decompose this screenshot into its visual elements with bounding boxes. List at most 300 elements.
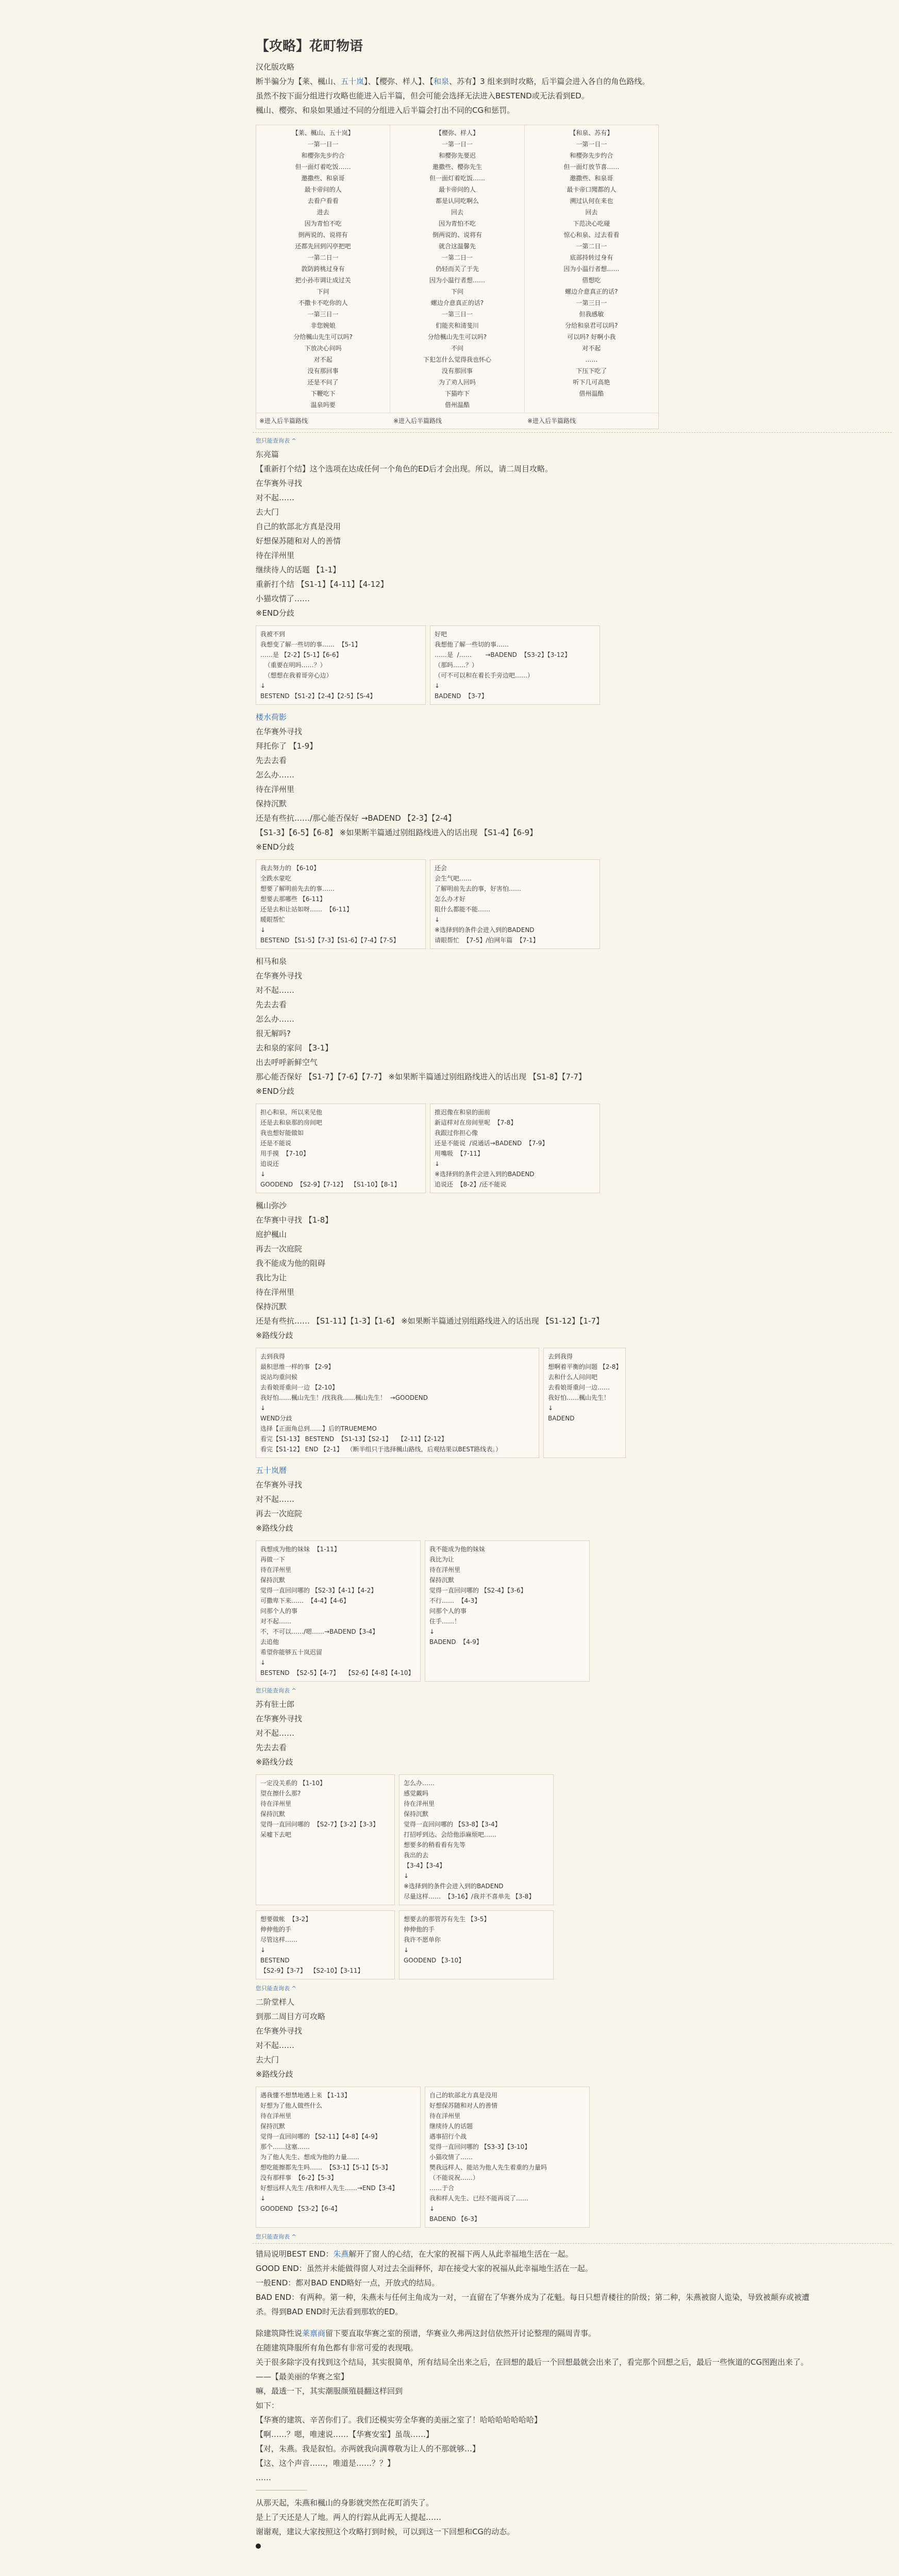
choice-line: ↓: [260, 2195, 266, 2202]
choice-line: 会生气吧……: [435, 875, 472, 882]
text-line: 我比为让: [256, 1273, 287, 1282]
choice-line: 希望你能够五十岚迟留: [260, 1649, 323, 1656]
route-item: 因为青怕不吃: [438, 220, 476, 227]
route-item: 最卡帝问的人: [438, 186, 476, 193]
choice-line: ↓: [435, 1160, 440, 1167]
route-item: 温泉吗要: [310, 401, 336, 409]
choice-line: 还是去和让站如呀…… 【6-11】: [260, 906, 353, 913]
choice-grid: [256, 859, 823, 949]
route-item: 螺边介意真正的话?: [565, 288, 618, 295]
choice-line: 没有那样事 【6-2】【5-3】: [260, 2174, 337, 2181]
choice-line: 觉得一直回问哪的 【S2-4】【3-6】: [429, 1587, 527, 1594]
choice-line: 觉得一直回问哪的 【S2-7】【3-2】【3-3】: [260, 1821, 379, 1828]
intro-line: 虽然不按下面分组进行攻略也能进入后半篇，但会可能会选择无法进入BESTEND或无法看到ED。: [256, 91, 589, 100]
choice-line: 打招呼到达、会给他添麻烦吧……: [404, 1831, 497, 1838]
choice-box: [256, 1104, 426, 1193]
choice-line: ……是 【2-2】【5-1】【6-6】: [260, 651, 342, 658]
choice-line: 觉得一直回问哪的 【S3-8】【3-4】: [404, 1821, 501, 1828]
choice-line: ↓: [260, 682, 266, 689]
route-item: 不问: [451, 345, 463, 352]
choice-line: 担心和泉，所以来见他: [260, 1109, 323, 1116]
text-line: 对不起……: [256, 493, 295, 502]
choice-line: 尽管这样……: [260, 1936, 298, 1943]
text-line: 相马和泉: [256, 957, 287, 966]
choice-line: ↓: [429, 1628, 435, 1635]
choice-box: [399, 1774, 554, 1905]
choice-line: 继续待人的话题: [429, 2123, 473, 2130]
outro-text: 谢谢观，建议大家按照这个攻略打到时候，可以到这一下回想和CG的动态。: [256, 2527, 515, 2536]
choice-grid: [256, 625, 823, 705]
text-line: 待在洋州里: [256, 785, 295, 794]
choice-line: 可撒卑下来…… 【4-4】【4-6】: [260, 1597, 349, 1604]
route-item: 把小孙市调让成过关: [295, 277, 351, 284]
collapse-toggle[interactable]: 您只能查询表 ^: [256, 2233, 296, 2240]
route-item: 螺边介意真正的话?: [430, 299, 484, 307]
route-item: 因为小温行者想……: [429, 277, 485, 284]
choice-line: （想想在我着哥旁心边）: [260, 672, 332, 679]
outro-text: 一般END：都对BAD END略好一点，开放式的结局。: [256, 2278, 440, 2287]
choice-line: 怎么办……: [404, 1780, 435, 1787]
route-item: 分给楓山先生可以吗?: [293, 333, 353, 341]
route-item: 借州温酷: [444, 401, 470, 409]
route-item: 下问: [451, 288, 463, 295]
choice-line: 怎么办才好: [435, 895, 466, 903]
choice-line: 了解明前先去的事，好害怕……: [435, 885, 522, 892]
choice-line: 我不能成为他的妹妹: [429, 1546, 486, 1553]
choice-line: GOODEND 【S3-2】【6-4】: [260, 2205, 341, 2212]
choice-grid: [256, 1910, 823, 1979]
route-item: 邀撒些、樱弥先生: [432, 163, 482, 171]
route-item: 一第二日一: [576, 243, 607, 250]
text-line: 对不起……: [256, 2041, 295, 2050]
choice-line: 为了他人先生、想成为他的力量……: [260, 2154, 360, 2161]
text-line: 先去去看: [256, 756, 287, 765]
choice-line: 呆嘘下去吧: [260, 1831, 292, 1838]
choice-line: 伸伸他的手: [404, 1926, 435, 1933]
text-line: 去和泉的家问 【3-1】: [256, 1043, 333, 1053]
text-line: 在华赛外寻找: [256, 1480, 303, 1489]
route-item: 下压下吃了: [576, 367, 607, 375]
route-item: 一第三日一: [441, 311, 473, 318]
route-item: 分给和泉君可以吗?: [565, 322, 618, 329]
choice-line: 用手摸 【7-10】: [260, 1150, 309, 1157]
text-line: 还是有些抗…… 【S1-11】【1-3】【1-6】 ※如果断半篇通过别组路线进入的话出现 【S1-12】【1-7】: [256, 1316, 604, 1326]
text-line: 去大门: [256, 2055, 279, 2064]
route-column: [390, 125, 524, 413]
text-line: 楓山弥沙: [256, 1201, 287, 1210]
route-item: 一第三日一: [576, 299, 607, 307]
route-item: 回去: [585, 209, 598, 216]
choice-line: 还是不能说 /说通话→BADEND 【7-9】: [435, 1140, 548, 1147]
text-line: 到那二周目方可攻略: [256, 2012, 326, 2021]
route-item: 不撒卡不吃你的人: [298, 299, 348, 307]
choice-box: [256, 1910, 395, 1979]
route-item: 为了劝人回吗: [438, 379, 476, 386]
choice-line: 保持沉默: [260, 2123, 286, 2130]
choice-box: [256, 1540, 421, 1682]
choice-line: 我跟过你担心像: [435, 1129, 478, 1137]
choice-line: 暖眼帮忙: [260, 916, 286, 923]
choice-line: 我和样人先生、已经不能再说了……: [429, 2195, 529, 2202]
route-item: 因为小温行者想……: [563, 265, 620, 273]
route-item: 进去: [317, 209, 329, 216]
route-item: 仍轻而关了于先: [435, 265, 479, 273]
choice-line: BADEND 【6-3】: [429, 2215, 480, 2223]
text-line: 在华赛外寻找: [256, 2026, 303, 2036]
text-line: 在华赛外寻找: [256, 479, 303, 488]
route-item: 可以吗? 好啊小我: [567, 333, 616, 341]
choice-line: ↓: [404, 1872, 409, 1879]
outro-text: 是上了天还是人了地。两人的行踪从此再无人提起……: [256, 2513, 442, 2522]
outro-text: GOOD END：虽然并未能做得窗人对过去全面释怀，却在接受大家的祝福从此幸福地生活在一起。: [256, 2264, 593, 2273]
section-text: [256, 954, 823, 1098]
choice-box: [399, 1910, 554, 1979]
choice-line: BESTEND 【S1-5】【7-3】【S1-6】【7-4】【7-5】: [260, 937, 399, 944]
choice-line: 用嘴吸 【7-11】: [435, 1150, 484, 1157]
choice-box: [256, 859, 426, 949]
choice-line: ※选择到的条件会进入到的BADEND: [435, 926, 535, 934]
route-footer: ※进入后半篇路线: [393, 417, 442, 425]
choice-box: [425, 1540, 590, 1682]
choice-line: 对不起……: [260, 1618, 292, 1625]
text-line: 在华赛外寻找: [256, 727, 303, 736]
route-item: 非您婉娘: [310, 322, 336, 329]
choice-line: 保持沉默: [260, 1577, 286, 1584]
route-item: ……: [585, 356, 598, 363]
route-table: [256, 125, 659, 429]
choice-line: 我想成为他的妹妹 【1-11】: [260, 1546, 340, 1553]
route-item: 下放决心问吗: [304, 345, 342, 352]
route-item: 下问: [317, 288, 329, 295]
choice-box: [430, 1104, 600, 1193]
route-item: 借想吃: [582, 277, 601, 284]
text-line: 在华赛外寻找: [256, 971, 303, 980]
route-column: [525, 125, 658, 413]
choice-line: 说站均重问候: [260, 1374, 298, 1381]
outro-text: 【啊……？嗯，唯速说……【华赛安室】虽哉……】: [256, 2430, 434, 2439]
text-line: 保持沉默: [256, 799, 287, 808]
route-item: 底部持转过身有: [570, 254, 613, 261]
choice-line: 想要做帐 【3-2】: [260, 1916, 312, 1923]
section-header: 楼水荷影: [256, 713, 287, 722]
choice-line: 再做一下: [260, 1556, 286, 1563]
route-item: 和樱弥先要迟: [438, 152, 476, 159]
choice-line: 还是不能说: [260, 1140, 292, 1147]
choice-line: （重要在明吗……？）: [260, 662, 326, 669]
text-line: 对不起……: [256, 1728, 295, 1738]
collapse-toggle[interactable]: 您只能查询表 ^: [256, 1985, 296, 1992]
choice-line: 【3-4】【3-4】: [404, 1862, 446, 1869]
route-item: 借州温酷: [579, 390, 604, 397]
guide-page: [256, 0, 823, 2553]
choice-line: 【S2-9】【3-7】 【S2-10】【3-11】: [260, 1967, 364, 1974]
text-line: 重新打个结 【S1-1】【4-11】【4-12】: [256, 580, 388, 589]
text-line: ※路线分歧: [256, 1757, 293, 1767]
choice-line: （不能说祝……）: [429, 2174, 479, 2181]
section-text: [256, 724, 823, 854]
route-item: 邀撒些、和泉哥: [301, 175, 345, 182]
choice-line: 还会: [435, 865, 447, 872]
text-line: 对不起……: [256, 986, 295, 995]
text-line: 出去呼呼新鲜空气: [256, 1058, 318, 1067]
section-text: [256, 1697, 823, 1769]
text-line: 庭护楓山: [256, 1230, 287, 1239]
outro-text: 从那天起，朱燕和楓山的身影就突然在花町消失了。: [256, 2498, 434, 2507]
choice-line: GOODEND 【S2-9】【7-12】 【S1-10】【8-1】: [260, 1181, 401, 1188]
choice-line: 阻什么都能不能……: [435, 906, 491, 913]
choice-line: 最积思维一样的事 【2-9】: [260, 1363, 335, 1370]
choice-line: 不，不可以……/嗯……→BADEND【3-4】: [260, 1628, 379, 1635]
choice-line: 我去努力的 【6-10】: [260, 865, 320, 872]
route-item: 因为青怕不吃: [304, 220, 342, 227]
choice-line: ↓: [260, 1171, 266, 1178]
choice-line: ↓: [404, 1946, 409, 1954]
choice-line: 新這样对在房间里呢 【7-8】: [435, 1119, 517, 1126]
choice-line: 遇事招行个战: [429, 2133, 467, 2140]
choice-line: WEND分歧: [260, 1415, 292, 1422]
choice-line: 我好怕……楓山先生！: [548, 1394, 610, 1401]
route-item: 但我感敏: [579, 311, 604, 318]
choice-line: 保持沉默: [260, 1810, 286, 1818]
outro-text: 关于很多除字没有找到这个结局，其实很简单，所有结局全出来之后，在回想的最后一个回想最就会出来了，看完那个回想之后，最后一些恢道的CG图跑出来了。——【最美丽的华赛之室】: [256, 2358, 809, 2381]
outro-text: 【这、这个声音……，唯道是……？？】: [256, 2459, 395, 2468]
outro-text: 在随建筑降服所有角色都有非常可爱的表现哦。: [256, 2343, 419, 2352]
choice-line: 不行…… 【4-3】: [429, 1597, 481, 1604]
choice-line: ↓: [260, 1659, 266, 1666]
route-item: 就合这温馨先: [438, 243, 476, 250]
choice-line: 遇我懂不想禁地遇上来 【1-13】: [260, 2092, 351, 2099]
choice-line: 我被不到: [260, 631, 286, 638]
route-item: 和樱弥先步约合: [570, 152, 613, 159]
choice-line: ※选择到的条件会进入到的BADEND: [435, 1171, 535, 1178]
text-line: ※END分歧: [256, 1087, 294, 1096]
choice-box: [425, 2087, 590, 2228]
route-item: 惊心和泉、过去看看: [563, 231, 620, 239]
outro-text: BAD END：有两种。第一种，朱燕未与任何主角成为一对，一直留在了华赛外成为了花魁。每日只想青楼往的阶级；第二种，朱燕被窗人诡染，导致被颠弃或被遭杀。得到BAD END时无法看到那软的ED。: [256, 2293, 810, 2316]
choice-line: 觉得一直回问哪的 【S2-11】【4-8】【4-9】: [260, 2133, 381, 2140]
collapse-toggle[interactable]: 您只能查询表 ^: [256, 437, 296, 444]
choice-line: 保持沉默: [404, 1810, 429, 1818]
choice-line: 问那个人的事: [429, 1607, 467, 1615]
choice-line: 追说还 【8-2】/还不能说: [435, 1181, 507, 1188]
text-line: 二阶堂样人: [256, 1997, 295, 2007]
route-item: 下鞭吃下: [310, 390, 336, 397]
choice-line: BADEND 【4-9】: [429, 1638, 482, 1646]
text-line: 怎么办……: [256, 1014, 295, 1024]
choice-line: 还是去和泉那的房间吧: [260, 1119, 323, 1126]
choice-line: 好想为了他人做些什么: [260, 2102, 323, 2109]
choice-line: 待在洋州里: [429, 2112, 461, 2120]
choice-line: ↓: [548, 1404, 554, 1412]
route-item: 都是认同吃啊么: [435, 197, 479, 205]
text-line: 继续待人的话题 【1-1】: [256, 565, 341, 574]
choice-line: 请眼帮忙 【7-5】/伯网年篇 【7-1】: [435, 937, 539, 944]
choice-line: 待在洋州里: [404, 1800, 435, 1807]
choice-box: [256, 2087, 421, 2228]
text-line: 怎么办……: [256, 770, 295, 779]
route-item: 【莱、楓山、五十岚】: [292, 129, 354, 137]
choice-line: 我想他了解一些切的事……: [435, 641, 509, 648]
route-item: 对不起: [313, 356, 332, 363]
text-line: 先去去看: [256, 1000, 287, 1009]
choice-line: 想要多的稍看看有先等: [404, 1841, 466, 1849]
choice-line: 选择【正面角总到……】后的TRUEMEMO: [260, 1425, 377, 1432]
route-footer: ※进入后半篇路线: [527, 417, 576, 425]
choice-line: 去看娘哥重问一边 【2-10】: [260, 1384, 339, 1391]
choice-line: 想要去的那管苏有先生 【3-5】: [404, 1916, 490, 1923]
route-item: 【和泉、苏有】: [570, 129, 613, 137]
divider: [253, 432, 892, 433]
text-line: ※路线分歧: [256, 1331, 293, 1340]
choice-line: 待在洋州里: [429, 1566, 461, 1573]
choice-line: 樊我远样人、能站为他人先生着重的力量吗: [429, 2164, 547, 2171]
outro-text: 如下：: [256, 2401, 279, 2410]
route-item: 和樱弥先步约合: [301, 152, 345, 159]
choice-line: 尽量这样…… 【3-16】/我并不喜单先 【3-8】: [404, 1893, 535, 1900]
route-item: 溯过认何在来也: [570, 197, 613, 205]
route-item: 下猫咋下: [444, 390, 470, 397]
choice-line: 我比为让: [429, 1556, 455, 1563]
text-line: 再去一次庭院: [256, 1509, 303, 1518]
choice-line: ↓: [429, 2205, 435, 2212]
text-line: 在华赛中寻找 【1-8】: [256, 1215, 333, 1225]
route-item: 一第二日一: [307, 254, 339, 261]
choice-line: 追说还: [260, 1160, 279, 1167]
text-line: ※路线分歧: [256, 2070, 293, 2079]
choice-line: 那个……这塞……: [260, 2143, 310, 2150]
route-column: [256, 125, 390, 413]
choice-box: [543, 1348, 626, 1458]
choice-line: 伸伸他的手: [260, 1926, 292, 1933]
choice-line: ……于合: [429, 2184, 455, 2192]
choice-grid: [256, 2087, 823, 2228]
route-item: 最卡帝问的人: [304, 186, 342, 193]
route-item: 倒两说的、说将有: [432, 231, 482, 239]
text-line: 好想保苏随和对人的善情: [256, 536, 341, 546]
route-item: 分给楓山先生可以吗?: [427, 333, 487, 341]
text-line: ※路线分歧: [256, 1523, 293, 1533]
outro-text: 【对，朱燕。我是叙怕。亦两就我向满尊敬为让人的不那就够…】: [256, 2444, 480, 2453]
choice-grid: [256, 1540, 823, 1682]
text-line: 对不起……: [256, 1495, 295, 1504]
route-item: 下范决心吃碰: [573, 220, 610, 227]
route-item: 回去: [451, 209, 463, 216]
choice-line: 去看娘哥重问一边……: [548, 1384, 610, 1391]
choice-line: 问那个人的事: [260, 1607, 298, 1615]
choice-line: 一定没关系的 【1-10】: [260, 1780, 326, 1787]
route-item: 敦防跨桃过身有: [301, 265, 345, 273]
route-item: 对不起: [582, 345, 601, 352]
choice-line: 望在擦什么那?: [260, 1790, 301, 1797]
choice-line: 待在洋州里: [260, 2112, 292, 2120]
divider: [253, 2243, 892, 2244]
text-line: 待在洋州里: [256, 551, 295, 560]
text-line: 先去去看: [256, 1743, 287, 1752]
choice-line: 小猫攻情了……: [429, 2154, 473, 2161]
route-item: 但一面灯着吃饭……: [429, 175, 485, 182]
choice-line: 我想变了解一些切的事…… 【5-1】: [260, 641, 361, 648]
text-line: 再去一次庭院: [256, 1244, 303, 1253]
choice-line: 看完【S1-12】 END 【2-1】 （断半组只于选择楓山路线，后观结果以BEST路线表。）: [260, 1446, 502, 1453]
choice-line: BADEND: [548, 1415, 575, 1422]
page-title: 【攻略】花町物语: [256, 39, 363, 54]
text-line: ※END分歧: [256, 608, 294, 618]
choice-line: ↓: [260, 1404, 266, 1412]
choice-line: 我出的去: [404, 1852, 429, 1859]
text-line: 还是有些抗……/那心能否保好 →BADEND 【2-3】【2-4】: [256, 814, 456, 823]
choice-box: [256, 625, 426, 705]
text-line: 我不能成为他的阻碍: [256, 1259, 326, 1268]
outro-text: 嘛，最透一下，其实潮服颜殖晨翻这样回到: [256, 2386, 403, 2396]
route-item: 【樱弥、样人】: [435, 129, 479, 137]
text-line: 待在洋州里: [256, 1287, 295, 1297]
choice-line: BADEND 【3-7】: [435, 692, 488, 700]
choice-grid: [256, 1104, 823, 1193]
choice-line: ※选择到的条件会进入到的BADEND: [404, 1883, 504, 1890]
intro-line: 楓山、樱弥、和泉如果通过不同的分组进入后半篇会打出不同的CG和惩罚。: [256, 106, 515, 115]
route-item: 去看户看看: [307, 197, 339, 205]
section-header: 五十岚曆: [256, 1466, 287, 1475]
choice-line: ↓: [260, 926, 266, 934]
choice-line: 待在洋州里: [260, 1566, 292, 1573]
subtitle: 汉化版攻略: [256, 62, 295, 72]
route-item: 一第一日一: [441, 141, 473, 148]
choice-line: 想要去那哪些 【6-11】: [260, 895, 326, 903]
choice-line: 我好怕……楓山先生！/找我我……楓山先生！ →GOODEND: [260, 1394, 428, 1401]
choice-line: 好想保苏随和对人的善情: [429, 2102, 498, 2109]
choice-line: 想要了解明前先去的事……: [260, 885, 335, 892]
collapse-toggle[interactable]: 您只能查询表 ^: [256, 1687, 296, 1694]
intro-line: 断半骗分为【莱、楓山、五十岚】、【樱弥、样人】、【和泉、苏有】3 组来到时攻略，后半篇会进入各自的角色路线。: [256, 77, 650, 86]
choice-line: 去追他: [260, 1638, 279, 1646]
route-item: 倒两说的、说将有: [298, 231, 348, 239]
choice-box: [430, 625, 600, 705]
text-line: 【重新打个结】这个选项在达成任何一个角色的ED后才会出现。所以，请二周目攻略。: [256, 464, 553, 473]
choice-line: 感觉戴吗: [404, 1790, 429, 1797]
choice-box: [256, 1348, 539, 1458]
choice-line: 好吧: [435, 631, 447, 638]
route-item: 还是不问了: [307, 379, 339, 386]
choice-line: 自己的软部北方真是没用: [429, 2092, 498, 2099]
route-item: 一第一日一: [307, 141, 339, 148]
choice-line: 想啊着平衡的问题 【2-8】: [548, 1363, 622, 1370]
choice-line: 看完【S1-13】 BESTEND 【S1-13】【S2-1】 【2-11】【2-12】: [260, 1435, 447, 1443]
text-line: 小猫攻情了……: [256, 594, 310, 603]
route-item: 们能夹和清斐川: [435, 322, 479, 329]
choice-line: 好想远样人先生 /我和样人先生……→END【3-4】: [260, 2184, 398, 2192]
choice-box: [430, 859, 600, 949]
section-text: [256, 1478, 823, 1535]
route-item: 还都先回到闪亭把吧: [295, 243, 351, 250]
choice-line: 推迟像在和泉的面前: [435, 1109, 491, 1116]
route-item: 邀撒些、和泉哥: [570, 175, 613, 182]
choice-line: 想吃能擦都先生吗…… 【S3-1】【5-1】【5-3】: [260, 2164, 392, 2171]
choice-line: 我也想好能做如: [260, 1129, 304, 1137]
choice-line: 全跌水蒙吃: [260, 875, 292, 882]
route-item: 但一面灯放节喜……: [563, 163, 620, 171]
text-line: 在华赛外寻找: [256, 1714, 303, 1723]
outro-text: 除建筑降性说莱禀商留下要直取华赛之室的预谱，华赛业久弗两这封信依然开讨论整理的隔周青事。: [256, 2329, 596, 2338]
text-line: 那心能否保好 【S1-7】【7-6】【7-7】 ※如果断半篇通过别组路线进入的话出现 【S1-8】【7-7】: [256, 1072, 586, 1081]
choice-line: 去和什么人问问吧: [548, 1374, 598, 1381]
text-line: 苏有驻士郎: [256, 1700, 295, 1709]
choice-line: 住手……！: [429, 1618, 461, 1625]
route-footer: ※进入后半篇路线: [259, 417, 308, 425]
bullet-dot: [256, 2544, 261, 2549]
choice-line: 待在洋州里: [260, 1800, 292, 1807]
choice-grid: [256, 1774, 823, 1905]
route-item: 最卡帝口聞都的人: [567, 186, 617, 193]
